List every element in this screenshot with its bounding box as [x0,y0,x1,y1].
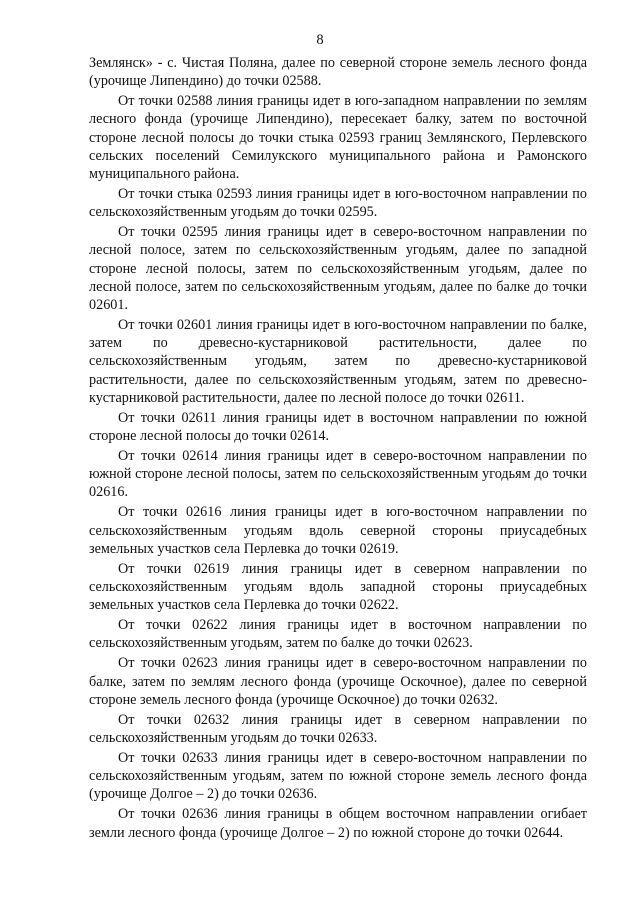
paragraph: От точки 02616 линия границы идет в юго-восточном направлении по сельскохозяйственным угодьям вдоль северной стороны приусадебных земельных участков села Перлевка до точки 02619. [89,504,587,557]
paragraph: От точки 02611 линия границы идет в восточном направлении по южной стороне лесной полосы до точки 02614. [89,409,587,445]
paragraph: От точки 02622 линия границы идет в восточном направлении по сельскохозяйственным угодьям, затем по балке до точки 02623. [89,617,587,652]
page-number: 8 [316,32,324,48]
paragraph: От точки 02623 линия границы идет в северо-восточном направлении по балке, затем по землям лесного фонда (урочище Оскочное), далее по северной стороне земель лесного фонда (урочище Оскочное) до точки 02632. [89,655,587,708]
paragraph: От точки 02632 линия границы идет в северном направлении по сельскохозяйственным угодьям до точки 02633. [89,711,587,747]
document-body [89,54,587,844]
paragraph: От точки 02636 линия границы в общем восточном направлении огибает земли лесного фонда (урочище Долгое – 2) по южной стороне до точки 02644. [89,806,587,841]
paragraph: От точки 02619 линия границы идет в северном направлении по сельскохозяйственным угодьям вдоль западной стороны приусадебных земельных участков села Перлевка до точки 02622. [89,560,587,614]
paragraph: От точки 02601 линия границы идет в юго-восточном направлении по балке, затем по древесно-кустарниковой растительности, далее по сельскохозяйственным угодьям, затем по древесно-кустарниковой растительности, далее по сельскохозяйственным угодьям, затем по древесно-кустарниковой растительности, далее по лесной полосе до точки 02611. [89,317,587,406]
paragraph: Землянск» - с. Чистая Поляна, далее по северной стороне земель лесного фонда (урочище Липендино) до точки 02588. [89,55,587,90]
paragraph: От точки 02614 линия границы идет в северо-восточном направлении по южной стороне лесной полосы, затем по сельскохозяйственным угодьям до точки 02616. [89,448,587,501]
paragraph: От точки 02595 линия границы идет в северо-восточном направлении по лесной полосе, затем по сельскохозяйственным угодьям, далее по западной стороне лесной полосы, затем по сельскохозяйственным угодьям, далее по лесной полосе, затем по сельскохозяйственным угодьям, далее по балке до точки 02601. [89,224,587,314]
paragraph: От точки стыка 02593 линия границы идет в юго-восточном направлении по сельскохозяйственным угодьям до точки 02595. [89,186,587,221]
paragraph: От точки 02588 линия границы идет в юго-западном направлении по землям лесного фонда (урочище Липендино), пересекает балку, затем по восточной стороне лесной полосы до точки стыка 02593 границ Землянского, Перлевского сельских поселений Семилукского муниципального района и Рамонского муниципального района. [89,93,587,183]
paragraph: От точки 02633 линия границы идет в северо-восточном направлении по сельскохозяйственным угодьям, затем по южной стороне земель лесного фонда (урочище Долгое – 2) до точки 02636. [89,750,587,803]
